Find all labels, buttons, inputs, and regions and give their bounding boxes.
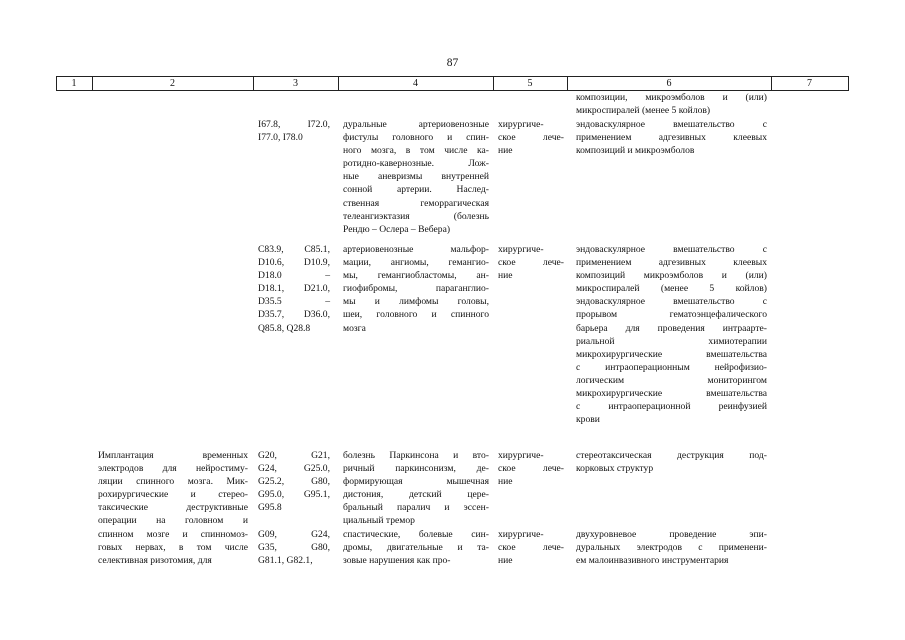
text-line: корковых структур bbox=[576, 463, 654, 475]
table-cell-codes bbox=[258, 118, 330, 144]
text-line: дистония, детский цере- bbox=[343, 489, 489, 501]
text-line: G95.8 bbox=[258, 502, 282, 514]
text-line: C83.9, C85.1, bbox=[258, 244, 330, 255]
table-cell-diagnosis bbox=[343, 243, 489, 335]
table-cell-treatment bbox=[498, 528, 564, 567]
text-line: с интраоперационной реинфузией bbox=[576, 401, 767, 413]
text-line: G20, G21, bbox=[258, 450, 330, 461]
text-line: риальной химиотерапии bbox=[576, 335, 767, 347]
table-cell-method bbox=[576, 118, 767, 157]
text-line: ляции спинного мозга. Мик- bbox=[98, 476, 248, 488]
text-line: ние bbox=[498, 145, 513, 157]
text-line: микрохирургические вмешательства bbox=[576, 348, 767, 360]
text-line: I77.0, I78.0 bbox=[258, 132, 303, 144]
table-cell-diagnosis bbox=[343, 118, 489, 236]
text-line: артериовенозные мальфор- bbox=[343, 244, 489, 255]
text-line: бральный паралич и эссен- bbox=[343, 502, 489, 514]
text-line: ротидно-кавернозные. Лож- bbox=[343, 158, 489, 170]
text-line: хирургиче- bbox=[498, 244, 544, 255]
text-line: микроспиралей (менее 5 койлов) bbox=[576, 105, 711, 117]
text-line: операции на головном и bbox=[98, 515, 248, 527]
text-line: эндоваскулярное вмешательство с bbox=[576, 244, 767, 255]
text-line: применением адгезивных клеевых bbox=[576, 257, 767, 269]
text-line: шеи, головного и спинного bbox=[343, 309, 489, 321]
table-cell-treatment bbox=[498, 118, 564, 157]
text-line: D35.7, D36.0, bbox=[258, 309, 330, 321]
text-line: дуральных электродов с применени- bbox=[576, 542, 767, 554]
table-cell-diagnosis bbox=[343, 528, 489, 567]
text-line: стереотаксическая деструкция под- bbox=[576, 450, 767, 461]
table-cell-method bbox=[576, 449, 767, 475]
text-line: дуральные артериовенозные bbox=[343, 119, 489, 130]
table-cell-method bbox=[576, 528, 767, 567]
text-line: мации, ангиомы, гемангио- bbox=[343, 257, 489, 269]
text-line: мы и лимфомы головы, bbox=[343, 296, 489, 308]
text-line: прорывом гематоэнцефалического bbox=[576, 309, 767, 321]
text-line: формирующая мышечная bbox=[343, 476, 489, 488]
text-line: G81.1, G82.1, bbox=[258, 555, 313, 567]
text-line: мозга bbox=[343, 322, 366, 334]
text-line: G95.0, G95.1, bbox=[258, 489, 330, 501]
text-line: сонной артерии. Наслед- bbox=[343, 184, 489, 196]
text-line: ское лече- bbox=[498, 463, 564, 475]
table-cell-codes bbox=[258, 528, 330, 567]
text-line: G09, G24, bbox=[258, 529, 330, 540]
text-line: электродов для нейростиму- bbox=[98, 463, 248, 475]
text-line: рохирургические и стерео- bbox=[98, 489, 248, 501]
text-line: ское лече- bbox=[498, 257, 564, 269]
text-line: дромы, двигательные и та- bbox=[343, 542, 489, 554]
text-line: применением адгезивных клеевых bbox=[576, 132, 767, 144]
table-cell-treatment bbox=[498, 449, 564, 488]
text-line: логическим мониторингом bbox=[576, 374, 767, 386]
header-col-2: 2 bbox=[170, 78, 175, 89]
table-cell-codes bbox=[258, 449, 330, 514]
text-line: с интраоперационным нейрофизио- bbox=[576, 361, 767, 373]
text-line: эндоваскулярное вмешательство с bbox=[576, 296, 767, 308]
text-line: говых нервах, в том числе bbox=[98, 541, 248, 553]
text-line: Q85.8, Q28.8 bbox=[258, 322, 311, 334]
text-line: таксические деструктивные bbox=[98, 502, 248, 514]
text-line: микроспиралей (менее 5 койлов) bbox=[576, 283, 767, 295]
text-line: ричный паркинсонизм, де- bbox=[343, 463, 489, 475]
text-line: I67.8, I72.0, bbox=[258, 119, 330, 130]
text-line: D35.5 – bbox=[258, 296, 330, 308]
text-line: хирургиче- bbox=[498, 119, 544, 130]
table-cell-codes bbox=[258, 243, 330, 335]
table-cell-diagnosis bbox=[343, 449, 489, 528]
text-line: G35, G80, bbox=[258, 542, 330, 554]
text-line: хирургиче- bbox=[498, 529, 544, 540]
header-col-4: 4 bbox=[413, 78, 418, 89]
text-line: ние bbox=[498, 555, 513, 567]
table-cell-treatment bbox=[498, 243, 564, 282]
table-cell-method bbox=[576, 243, 767, 426]
text-line: композиции, микроэмболов и (или) bbox=[576, 92, 767, 103]
text-line: микрохирургические вмешательства bbox=[576, 388, 767, 400]
text-line: ское лече- bbox=[498, 132, 564, 144]
text-line: барьера для проведения интраарте- bbox=[576, 322, 767, 334]
text-line: D18.1, D21.0, bbox=[258, 283, 330, 295]
header-divider bbox=[848, 76, 849, 91]
page-number: 87 bbox=[446, 57, 459, 69]
text-line: хирургиче- bbox=[498, 450, 544, 461]
text-line: G25.2, G80, bbox=[258, 476, 330, 488]
table-cell-procedure bbox=[98, 449, 248, 567]
text-line: зовые нарушения как про- bbox=[343, 555, 451, 567]
text-line: ем малоинвазивного инструментария bbox=[576, 555, 729, 567]
text-line: Рендю – Ослера – Вебера) bbox=[343, 223, 451, 235]
text-line: ственная геморрагическая bbox=[343, 197, 489, 209]
text-line: D18.0 – bbox=[258, 270, 330, 282]
text-line: G24, G25.0, bbox=[258, 463, 330, 475]
text-line: Имплантация временных bbox=[98, 450, 248, 461]
text-line: телеангиэктазия (болезнь bbox=[343, 210, 489, 222]
text-line: ское лече- bbox=[498, 542, 564, 554]
text-line: композиций и микроэмболов bbox=[576, 145, 695, 157]
text-line: двухуровневое проведение эпи- bbox=[576, 529, 767, 540]
table-cell-method bbox=[576, 91, 767, 117]
text-line: селективная ризотомия, для bbox=[98, 554, 212, 566]
header-col-1: 1 bbox=[71, 78, 77, 89]
text-line: ние bbox=[498, 476, 513, 488]
text-line: гиофибромы, параганглио- bbox=[343, 283, 489, 295]
header-col-6: 6 bbox=[666, 78, 672, 89]
header-col-3: 3 bbox=[293, 78, 298, 89]
text-line: болезнь Паркинсона и вто- bbox=[343, 450, 489, 461]
text-line: ного мозга, в том числе ка- bbox=[343, 145, 489, 157]
text-line: ные аневризмы внутренней bbox=[343, 171, 489, 183]
text-line: циальный тремор bbox=[343, 515, 415, 527]
text-line: крови bbox=[576, 414, 600, 426]
header-col-7: 7 bbox=[807, 78, 812, 89]
text-line: фистулы головного и спин- bbox=[343, 132, 489, 144]
text-line: спастические, болевые син- bbox=[343, 529, 489, 540]
text-line: мы, гемангиобластомы, ан- bbox=[343, 270, 489, 282]
text-line: спинном мозге и спинномоз- bbox=[98, 528, 248, 540]
header-col-5: 5 bbox=[527, 78, 533, 89]
text-line: композиций микроэмболов и (или) bbox=[576, 270, 767, 282]
text-line: эндоваскулярное вмешательство с bbox=[576, 119, 767, 130]
text-line: D10.6, D10.9, bbox=[258, 257, 330, 269]
text-line: ние bbox=[498, 270, 513, 282]
